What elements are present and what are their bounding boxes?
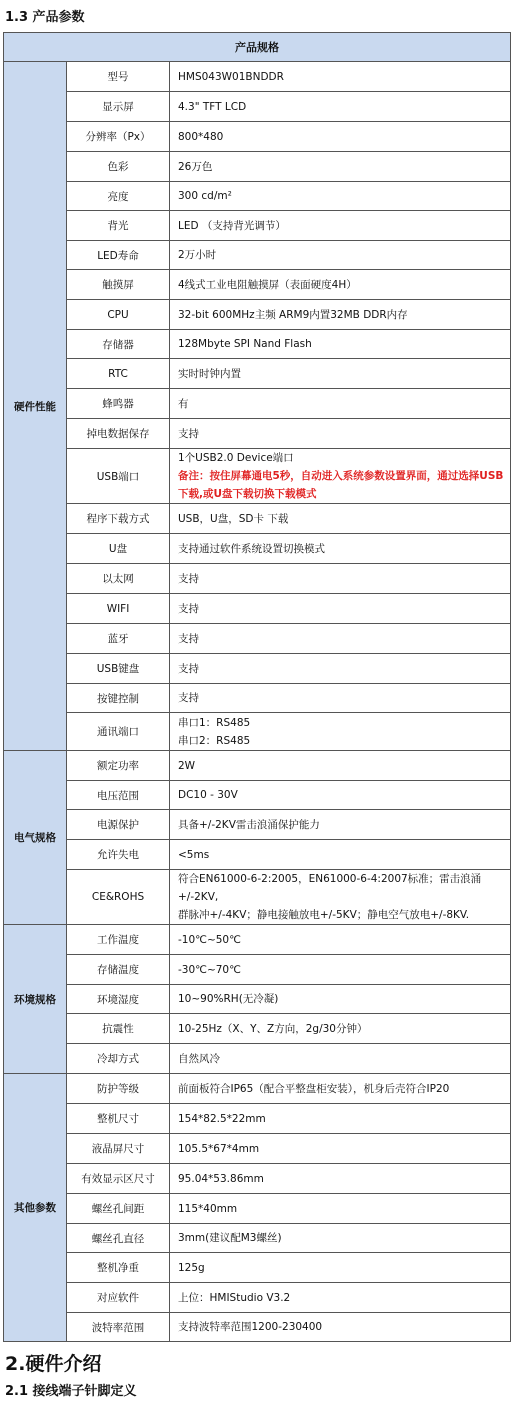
table-row	[4, 840, 511, 870]
spec-value-line: 支持	[178, 602, 199, 615]
spec-value-line: 32-bit 600MHz主频 ARM9内置32MB DDR内存	[178, 308, 408, 321]
table-row	[4, 1283, 511, 1313]
spec-value	[170, 241, 511, 270]
table-row	[4, 152, 511, 182]
spec-value-line: 串口1：RS485	[178, 716, 251, 729]
spec-value-line: -10℃~50℃	[178, 933, 241, 946]
spec-value-line: 串口2：RS485	[178, 734, 251, 747]
spec-value-line: -30℃~70℃	[178, 963, 241, 976]
section-2-1-title: 2.1 接线端子针脚定义	[5, 1384, 137, 1399]
table-row	[4, 781, 511, 810]
table-row	[4, 713, 511, 751]
spec-value	[170, 330, 511, 359]
spec-value-line: 自然风冷	[178, 1052, 220, 1065]
spec-key: 蓝牙	[67, 624, 170, 654]
spec-key: U盘	[67, 534, 170, 564]
spec-key: 以太网	[67, 564, 170, 594]
spec-value	[170, 840, 511, 870]
spec-key: 环境湿度	[67, 985, 170, 1014]
spec-key: CE&ROHS	[67, 870, 170, 925]
group-label: 其他参数	[4, 1074, 67, 1342]
spec-value-line: 3mm(建议配M3螺丝)	[178, 1232, 282, 1244]
spec-value-line: 1个USB2.0 Device端口	[178, 452, 294, 464]
table-row	[4, 810, 511, 840]
spec-value	[170, 810, 511, 840]
spec-value-line: 95.04*53.86mm	[178, 1172, 264, 1185]
section-1-3-title: 1.3 产品参数	[5, 10, 85, 25]
usb-note: 备注：按住屏幕通电5秒，自动进入系统参数设置界面，通过选择USB下载,或U盘下载切换下载模式	[178, 470, 504, 500]
group-label: 电气规格	[4, 751, 67, 925]
spec-value	[170, 1074, 511, 1104]
table-row	[4, 594, 511, 624]
spec-key: 触摸屏	[67, 270, 170, 300]
group-label: 硬件性能	[4, 62, 67, 751]
spec-key: 对应软件	[67, 1283, 170, 1313]
spec-key: 电压范围	[67, 781, 170, 810]
spec-value-line: 支持通过软件系统设置切换模式	[178, 542, 325, 555]
table-row	[4, 1014, 511, 1044]
table-row	[4, 654, 511, 684]
spec-value-line: 300 cd/m²	[178, 190, 232, 202]
spec-value-line: 实时时钟内置	[178, 367, 241, 380]
spec-value	[170, 624, 511, 654]
spec-value	[170, 1253, 511, 1283]
table-row	[4, 1104, 511, 1134]
spec-key: 存储器	[67, 330, 170, 359]
spec-key: 背光	[67, 211, 170, 241]
spec-key: LED寿命	[67, 241, 170, 270]
spec-value-line: USB，U盘，SD卡 下载	[178, 512, 289, 525]
spec-value-line: 支持	[178, 662, 199, 675]
table-row	[4, 211, 511, 241]
spec-key: 冷却方式	[67, 1044, 170, 1074]
spec-value	[170, 359, 511, 389]
spec-key: 掉电数据保存	[67, 419, 170, 449]
spec-key: 整机尺寸	[67, 1104, 170, 1134]
spec-value	[170, 713, 511, 751]
table-row	[4, 751, 511, 781]
spec-value	[170, 1224, 511, 1253]
spec-value	[170, 1044, 511, 1074]
spec-value-line: 125g	[178, 1261, 205, 1274]
table-row	[4, 1164, 511, 1194]
spec-key: 亮度	[67, 182, 170, 211]
spec-value	[170, 504, 511, 534]
spec-value	[170, 654, 511, 684]
spec-value-line: HMS043W01BNDDR	[178, 70, 284, 83]
spec-value-line: 支持	[178, 632, 199, 645]
table-row	[4, 300, 511, 330]
table-row	[4, 419, 511, 449]
spec-value	[170, 985, 511, 1014]
spec-table	[3, 32, 511, 1342]
spec-value	[170, 270, 511, 300]
group-label: 环境规格	[4, 925, 67, 1074]
spec-value-line: <5ms	[178, 848, 210, 861]
spec-value	[170, 1104, 511, 1134]
spec-value-line: 154*82.5*22mm	[178, 1112, 266, 1125]
spec-key: 型号	[67, 62, 170, 92]
table-row	[4, 925, 511, 955]
spec-value-line: 4线式工业电阻触摸屏（表面硬度4H）	[178, 278, 357, 291]
table-row	[4, 684, 511, 713]
spec-value-line: 支持波特率范围1200-230400	[178, 1321, 323, 1333]
spec-key: RTC	[67, 359, 170, 389]
spec-value-line: 符合EN61000-6-2:2005，EN61000-6-4:2007标准；雷击浪涌+/-2KV,	[178, 873, 482, 903]
spec-key: 存储温度	[67, 955, 170, 985]
spec-value	[170, 389, 511, 419]
spec-value-line: 有	[178, 397, 189, 410]
spec-value-line: 26万色	[178, 160, 213, 173]
spec-value	[170, 122, 511, 152]
spec-key: 整机净重	[67, 1253, 170, 1283]
table-row	[4, 1044, 511, 1074]
table-row	[4, 122, 511, 152]
spec-key: 螺丝孔直径	[67, 1224, 170, 1253]
spec-value-line: DC10 - 30V	[178, 789, 238, 801]
spec-value	[170, 1164, 511, 1194]
spec-value-line: 128Mbyte SPI Nand Flash	[178, 338, 312, 350]
spec-key: 防护等级	[67, 1074, 170, 1104]
table-row	[4, 1253, 511, 1283]
spec-value	[170, 781, 511, 810]
spec-key: 额定功率	[67, 751, 170, 781]
spec-value-line: 115*40mm	[178, 1202, 238, 1215]
spec-value	[170, 870, 511, 925]
spec-value-line: 10~90%RH(无冷凝)	[178, 993, 279, 1005]
spec-value	[170, 152, 511, 182]
spec-value	[170, 1313, 511, 1342]
spec-value	[170, 534, 511, 564]
spec-value-line: 105.5*67*4mm	[178, 1142, 260, 1155]
spec-value	[170, 925, 511, 955]
spec-key: 分辨率（Px）	[67, 122, 170, 152]
spec-value-line: 10-25Hz（X、Y、Z方向，2g/30分钟）	[178, 1022, 368, 1035]
spec-key: 液晶屏尺寸	[67, 1134, 170, 1164]
spec-value-line: 2W	[178, 759, 196, 772]
table-row	[4, 1224, 511, 1253]
spec-value	[170, 1134, 511, 1164]
spec-value-line: 前面板符合IP65（配合平整盘柜安装），机身后壳符合IP20	[178, 1082, 450, 1095]
spec-key: 抗震性	[67, 1014, 170, 1044]
spec-key: USB端口	[67, 449, 170, 504]
spec-key: 电源保护	[67, 810, 170, 840]
spec-value-line: 上位：HMIStudio V3.2	[178, 1291, 291, 1304]
spec-value	[170, 92, 511, 122]
spec-value	[170, 211, 511, 241]
spec-value-line: LED （支持背光调节）	[178, 219, 286, 232]
table-row	[4, 241, 511, 270]
spec-value	[170, 182, 511, 211]
spec-value	[170, 594, 511, 624]
table-row	[4, 359, 511, 389]
spec-key: 波特率范围	[67, 1313, 170, 1342]
table-row	[4, 92, 511, 122]
spec-value	[170, 419, 511, 449]
spec-value	[170, 684, 511, 713]
spec-value	[170, 564, 511, 594]
spec-key: 按键控制	[67, 684, 170, 713]
table-row	[4, 330, 511, 359]
spec-key: 允许失电	[67, 840, 170, 870]
table-row	[4, 270, 511, 300]
table-row	[4, 534, 511, 564]
table-row	[4, 62, 511, 92]
spec-value-line: 4.3" TFT LCD	[178, 100, 247, 113]
spec-value-line: 2万小时	[178, 249, 217, 261]
table-header: 产品规格	[4, 33, 511, 62]
table-row	[4, 504, 511, 534]
table-row	[4, 389, 511, 419]
spec-key: 蜂鸣器	[67, 389, 170, 419]
spec-key: 色彩	[67, 152, 170, 182]
spec-value	[170, 1014, 511, 1044]
table-row	[4, 955, 511, 985]
section-2-title: 2.硬件介绍	[5, 1353, 102, 1375]
spec-key: USB键盘	[67, 654, 170, 684]
spec-value-line: 800*480	[178, 130, 224, 143]
table-row	[4, 1074, 511, 1104]
table-row	[4, 1313, 511, 1342]
table-row	[4, 1134, 511, 1164]
table-row	[4, 985, 511, 1014]
spec-key: CPU	[67, 300, 170, 330]
spec-value	[170, 449, 511, 504]
spec-key: WIFI	[67, 594, 170, 624]
spec-value	[170, 751, 511, 781]
spec-key: 通讯端口	[67, 713, 170, 751]
table-row	[4, 870, 511, 925]
spec-value	[170, 300, 511, 330]
table-row	[4, 449, 511, 504]
spec-value	[170, 955, 511, 985]
spec-key: 有效显示区尺寸	[67, 1164, 170, 1194]
table-row	[4, 624, 511, 654]
spec-value	[170, 62, 511, 92]
table-row	[4, 182, 511, 211]
spec-value-line: 支持	[178, 692, 199, 704]
spec-value-line: 支持	[178, 572, 199, 585]
spec-key: 螺丝孔间距	[67, 1194, 170, 1224]
spec-value	[170, 1283, 511, 1313]
table-row	[4, 1194, 511, 1224]
spec-key: 工作温度	[67, 925, 170, 955]
spec-value	[170, 1194, 511, 1224]
spec-key: 程序下载方式	[67, 504, 170, 534]
spec-value-line: 支持	[178, 427, 199, 440]
spec-value-line: 群脉冲+/-4KV；静电接触放电+/-5KV；静电空气放电+/-8KV.	[178, 909, 470, 921]
spec-value-line: 具备+/-2KV雷击浪涌保护能力	[178, 818, 320, 831]
spec-key: 显示屏	[67, 92, 170, 122]
table-row	[4, 564, 511, 594]
